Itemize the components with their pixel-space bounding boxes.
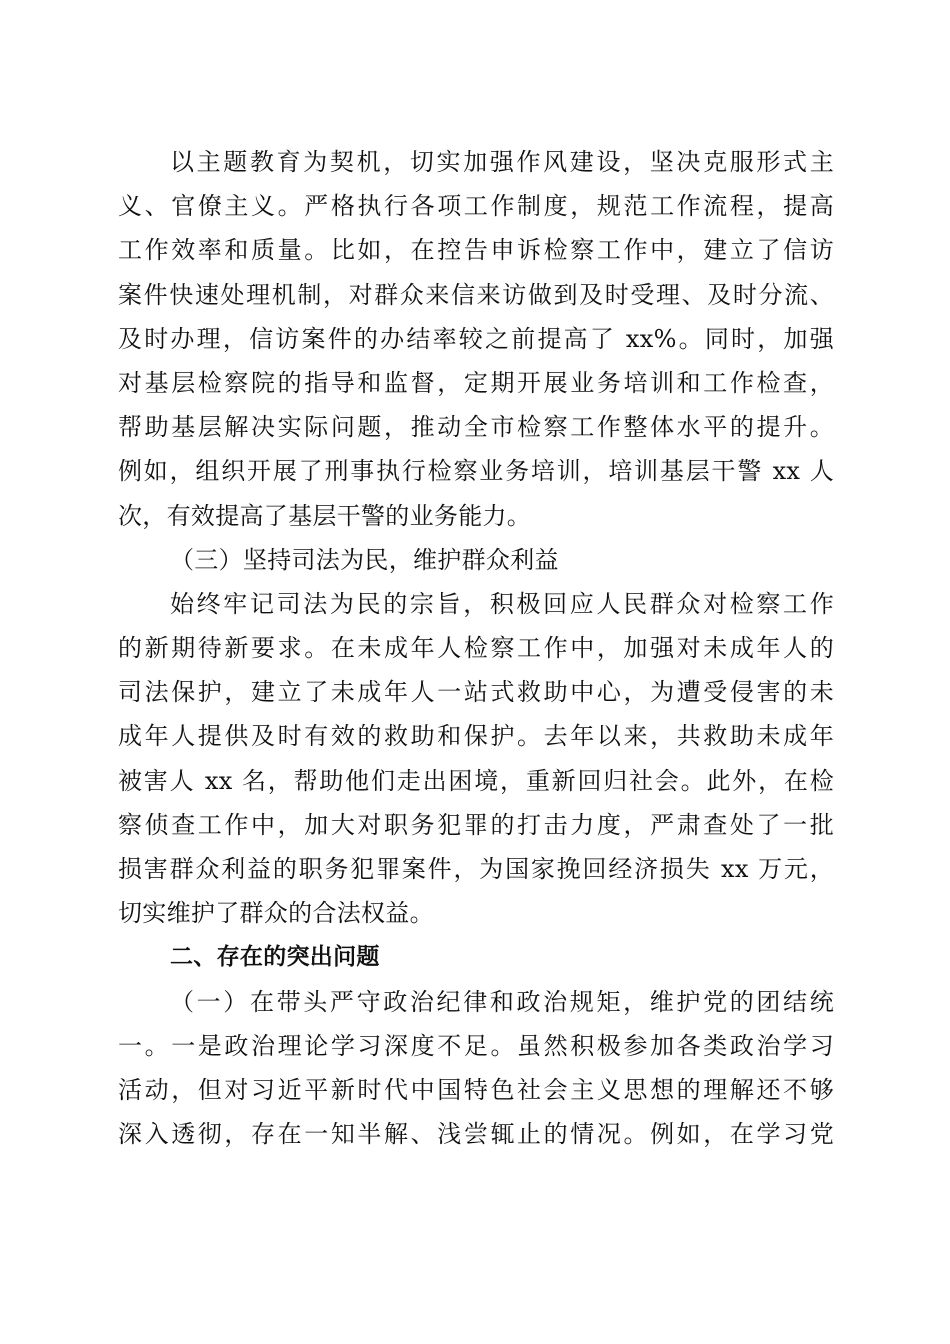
paragraph-line: 活动，但对习近平新时代中国特色社会主义思想的理解还不够	[118, 1075, 834, 1104]
section-subheading: （三）坚持司法为民，维护群众利益	[170, 545, 559, 574]
paragraph-line: 对基层检察院的指导和监督，定期开展业务培训和工作检查，	[118, 368, 834, 397]
paragraph-line: 义、官僚主义。严格执行各项工作制度，规范工作流程，提高	[118, 192, 834, 221]
paragraph-line: 以主题教育为契机，切实加强作风建设，坚决克服形式主	[170, 148, 834, 176]
paragraph-line: 司法保护，建立了未成年人一站式救助中心，为遭受侵害的未	[118, 678, 834, 707]
document-body	[118, 140, 834, 1156]
paragraph-line: 损害群众利益的职务犯罪案件，为国家挽回经济损失 xx 万元，	[118, 855, 834, 883]
paragraph-line: 及时办理，信访案件的办结率较之前提高了 xx%。同时，加强	[118, 324, 834, 353]
paragraph-line: 的新期待新要求。在未成年人检察工作中，加强对未成年人的	[118, 634, 834, 663]
paragraph-line: 一。一是政治理论学习深度不足。虽然积极参加各类政治学习	[118, 1031, 834, 1060]
paragraph-line: 切实维护了群众的合法权益。	[118, 899, 434, 928]
paragraph-line: （一）在带头严守政治纪律和政治规矩，维护党的团结统	[170, 987, 834, 1016]
paragraph-line: 始终牢记司法为民的宗旨，积极回应人民群众对检察工作	[170, 589, 834, 618]
section-heading: 二、存在的突出问题	[170, 944, 380, 971]
paragraph-line: 被害人 xx 名，帮助他们走出困境，重新回归社会。此外，在检	[118, 766, 834, 795]
paragraph-line: 成年人提供及时有效的救助和保护。去年以来，共救助未成年	[118, 722, 834, 751]
paragraph-line: 案件快速处理机制，对群众来信来访做到及时受理、及时分流、	[118, 280, 834, 309]
paragraph-line: 次，有效提高了基层干警的业务能力。	[118, 501, 532, 530]
paragraph-line: 深入透彻，存在一知半解、浅尝辄止的情况。例如，在学习党	[118, 1120, 834, 1149]
paragraph-line: 帮助基层解决实际问题，推动全市检察工作整体水平的提升。	[118, 413, 834, 442]
paragraph-line: 工作效率和质量。比如，在控告申诉检察工作中，建立了信访	[118, 236, 834, 265]
paragraph-line: 例如，组织开展了刑事执行检察业务培训，培训基层干警 xx 人	[118, 457, 834, 486]
paragraph-line: 察侦查工作中，加大对职务犯罪的打击力度，严肃查处了一批	[118, 810, 834, 839]
